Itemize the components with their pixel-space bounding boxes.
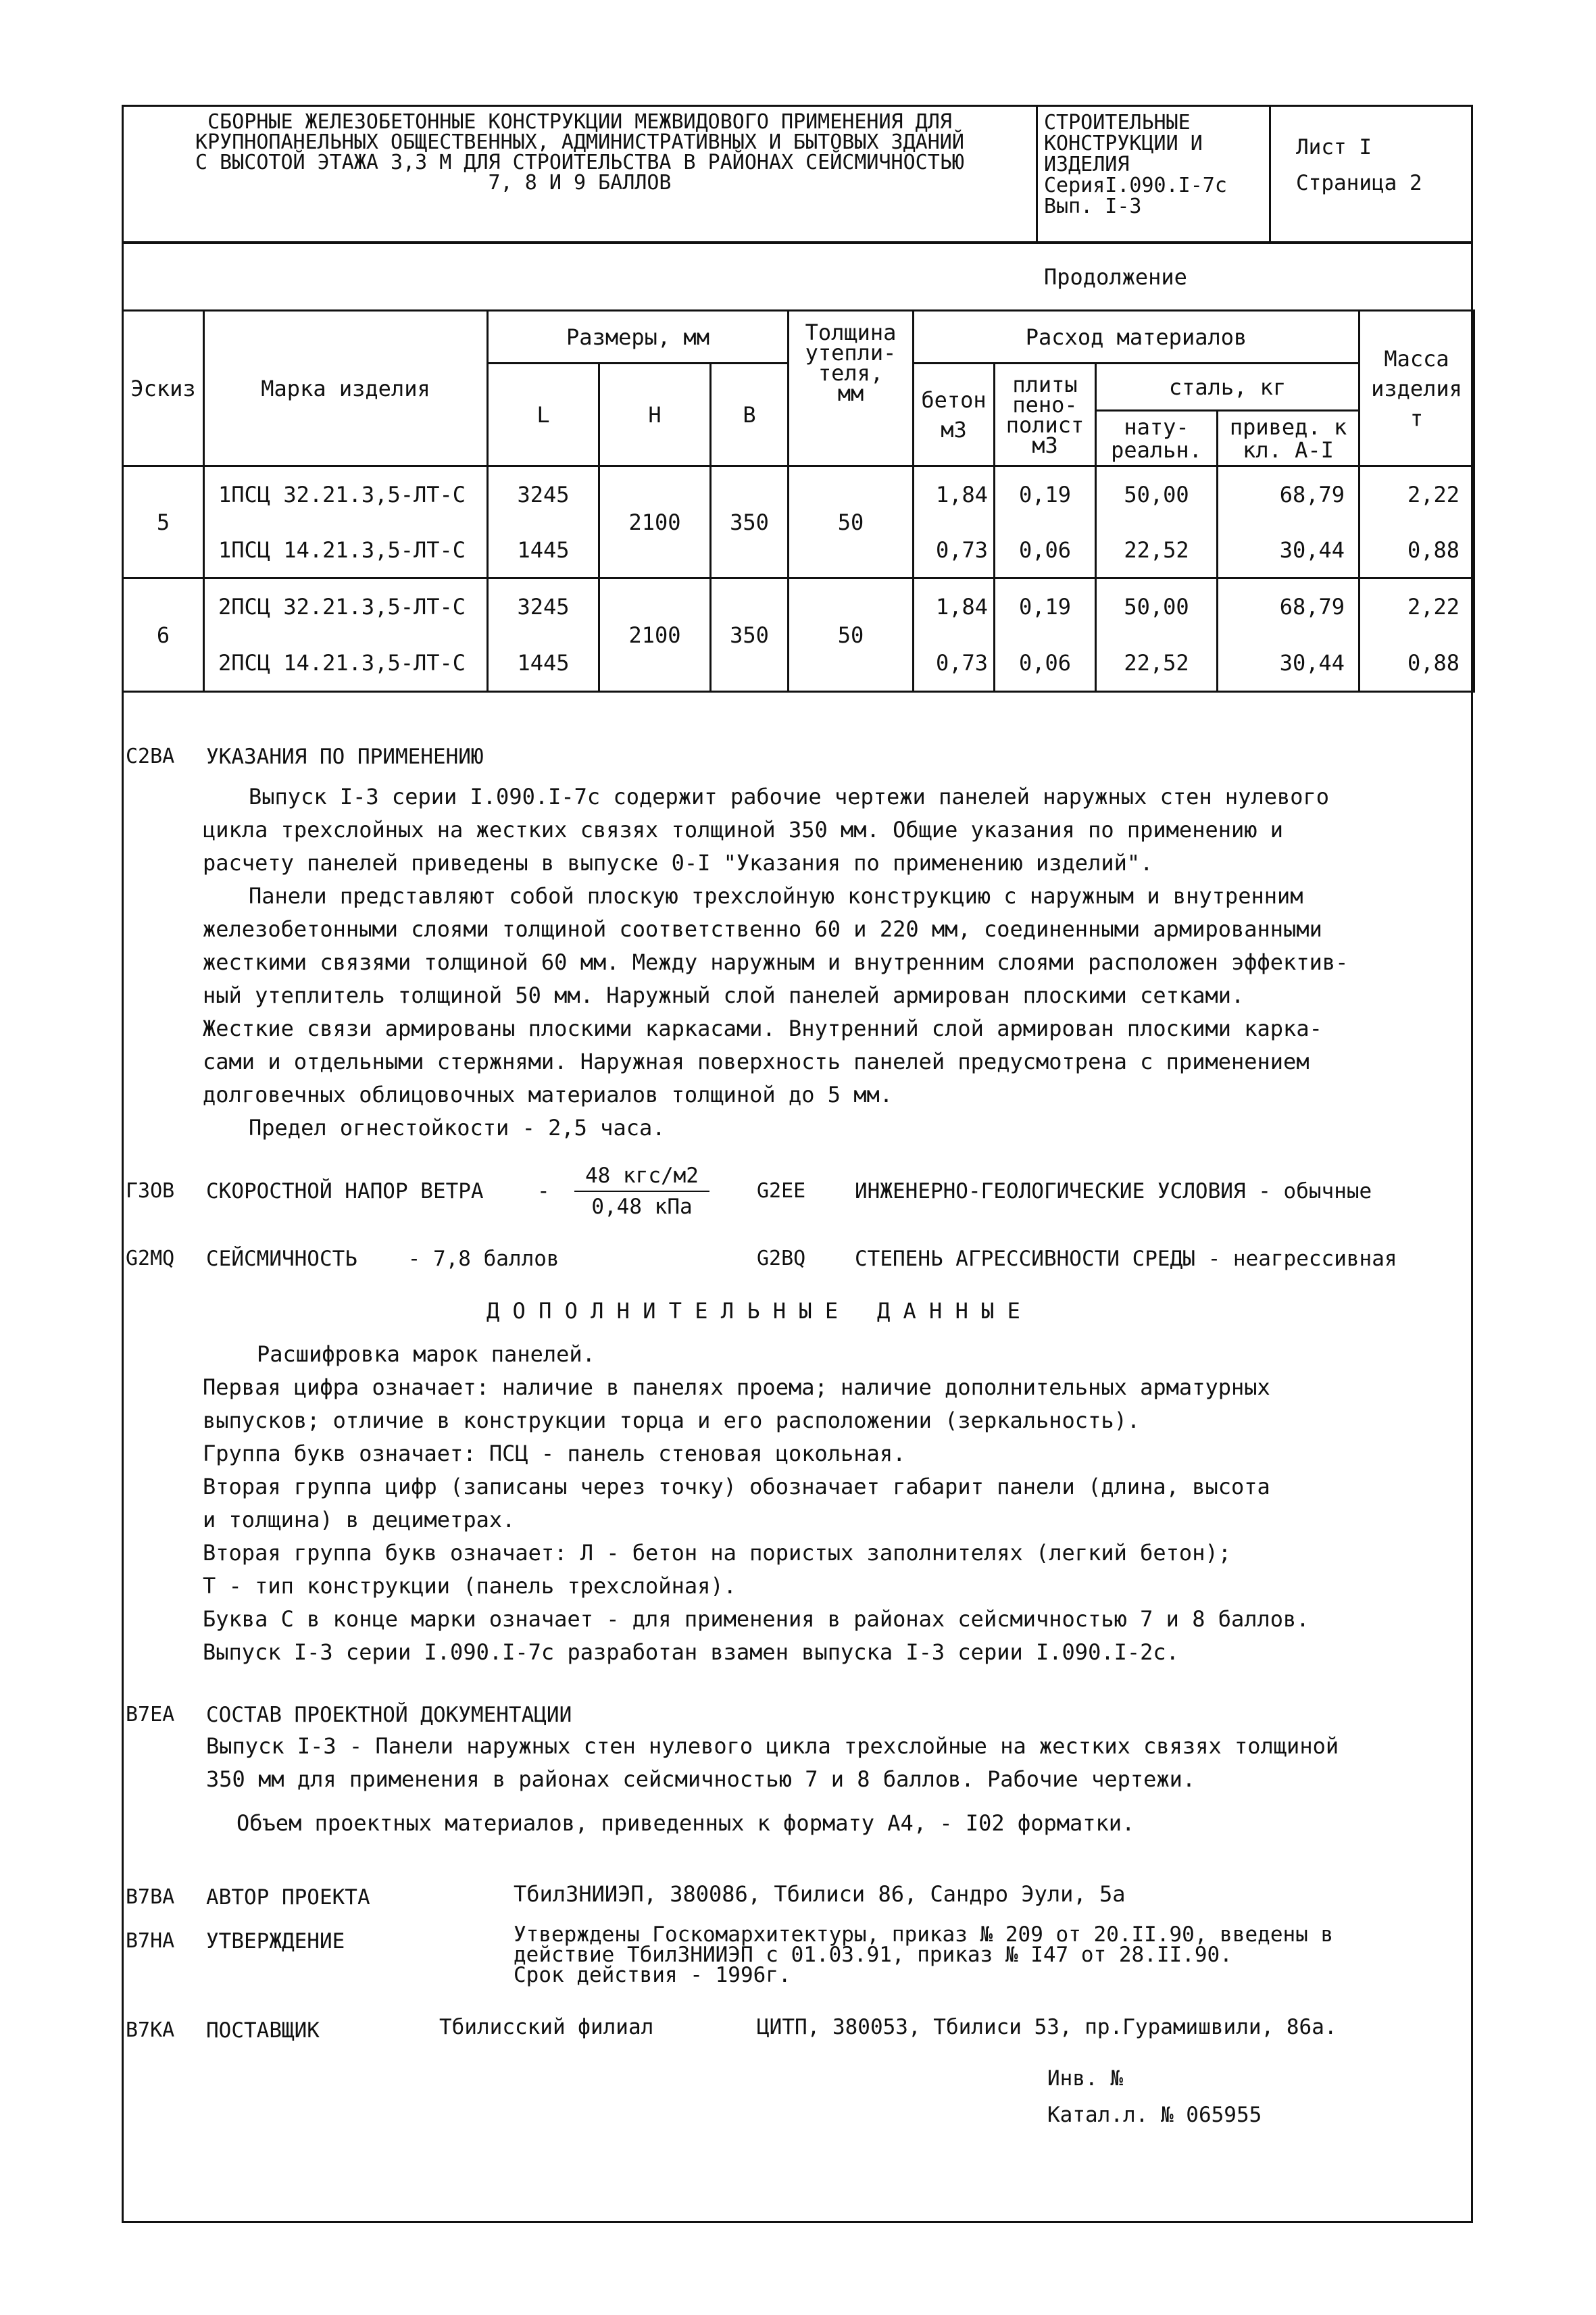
- approval-label: УТВЕРЖДЕНИЕ: [206, 1929, 345, 1953]
- concrete-cell: 1,84: [914, 578, 995, 635]
- usage-line: сами и отдельными стержнями. Наружная поверхность панелей предусмотрена с применением: [203, 1049, 1310, 1074]
- approval-line: Срок действия - 1996г.: [514, 1963, 791, 1987]
- mass-cell: 0,88: [1360, 635, 1474, 692]
- composition-title: СОСТАВ ПРОЕКТНОЙ ДОКУМЕНТАЦИИ: [206, 1703, 572, 1727]
- mark-cell: 1ПСЦ 32.21.3,5-ЛТ-С: [204, 466, 488, 523]
- additional-line: Группа букв означает: ПСЦ - панель стеновая цокольная.: [203, 1441, 906, 1466]
- ins-h: теля,: [818, 360, 884, 386]
- additional-text: [203, 1338, 1310, 1669]
- mass-cell: 2,22: [1360, 578, 1474, 635]
- usage-line: ный утеплитель толщиной 50 мм. Наружный слой панелей армирован плоскими сетками.: [203, 982, 1245, 1008]
- author-code: В7ВА: [126, 1885, 175, 1909]
- approval-text: [514, 1924, 1333, 1985]
- B-cell: 350: [711, 578, 789, 692]
- wind-numerator: 48 кгс/м2: [585, 1164, 699, 1188]
- usage-line: жесткими связями толщиной 60 мм. Между наружным и внутренним слоями расположен эффектив-: [203, 949, 1349, 975]
- reduced-cell: 68,79: [1218, 466, 1360, 523]
- plates-cell: 0,06: [995, 635, 1096, 692]
- mark-cell: 2ПСЦ 14.21.3,5-ЛТ-С: [204, 635, 488, 692]
- conc-h: бетон: [921, 387, 987, 413]
- plates-h: м3: [1032, 432, 1058, 458]
- usage-line: Панели представляют собой плоскую трехслойную конструкцию с наружным и внутренним: [249, 883, 1303, 909]
- usage-title: УКАЗАНИЯ ПО ПРИМЕНЕНИЮ: [206, 745, 484, 769]
- usage-line: Выпуск I-3 серии I.090.I-7с содержит рабочие чертежи панелей наружных стен нулевого: [249, 784, 1330, 810]
- wind-fraction: [574, 1164, 709, 1219]
- reduced-cell: 30,44: [1218, 635, 1360, 692]
- additional-line: Буква С в конце марки означает - для применения в районах сейсмичностью 7 и 8 баллов.: [203, 1606, 1310, 1632]
- col-materials: Расход материалов: [914, 311, 1360, 364]
- table-row: [123, 578, 1474, 635]
- approval-code: В7НА: [126, 1929, 175, 1953]
- col-B: В: [711, 364, 789, 466]
- usage-code: С2ВА: [126, 745, 175, 768]
- mark-cell: 2ПСЦ 32.21.3,5-ЛТ-С: [204, 578, 488, 635]
- col-L: L: [488, 364, 599, 466]
- additional-line: выпусков; отличие в конструкции торца и его расположении (зеркальность).: [203, 1408, 1141, 1433]
- usage-line: расчету панелей приведены в выпуске 0-I "Указания по применению изделий".: [203, 850, 1153, 876]
- additional-line: Первая цифра означает: наличие в панелях проема; наличие дополнительных арматурных: [203, 1374, 1270, 1400]
- wind-dash: -: [537, 1179, 550, 1203]
- title-line: СБОРНЫЕ ЖЕЛЕЗОБЕТОННЫЕ КОНСТРУКЦИИ МЕЖВИДОВОГО ПРИМЕНЕНИЯ ДЛЯ: [207, 110, 952, 134]
- aggressiveness-code: G2ВQ: [757, 1247, 806, 1270]
- concrete-cell: 1,84: [914, 466, 995, 523]
- mass-h: изделия: [1371, 375, 1462, 401]
- composition-line: Выпуск I-3 - Панели наружных стен нулевого цикла трехслойные на жестких связях толщиной: [206, 1733, 1339, 1759]
- red-h: кл. А-I: [1243, 437, 1334, 463]
- title-line: С ВЫСОТОЙ ЭТАЖА 3,3 М ДЛЯ СТРОИТЕЛЬСТВА В РАЙОНАХ СЕЙСМИЧНОСТЬЮ: [195, 151, 964, 174]
- reduced-cell: 30,44: [1218, 523, 1360, 578]
- catalog-number: Катал.л. № 065955: [1047, 2103, 1262, 2127]
- additional-line: Вторая группа цифр (записаны через точку) обозначает габарит панели (длина, высота: [203, 1474, 1270, 1499]
- series-line: СТРОИТЕЛЬНЫЕ: [1044, 111, 1191, 134]
- title-line: КРУПНОПАНЕЛЬНЫХ ОБЩЕСТВЕННЫХ, АДМИНИСТРАТИВНЫХ И БЫТОВЫХ ЗДАНИЙ: [195, 130, 964, 154]
- seismic-code: G2МQ: [126, 1247, 175, 1270]
- ins-cell: 50: [789, 466, 914, 578]
- natural-cell: 50,00: [1096, 466, 1218, 523]
- nat-h: реальн.: [1111, 437, 1202, 463]
- usage-text: [203, 780, 1348, 1145]
- additional-line: Т - тип конструкции (панель трехслойная).: [203, 1573, 737, 1599]
- composition-line: 350 мм для применения в районах сейсмичностью 7 и 8 баллов. Рабочие чертежи.: [206, 1766, 1196, 1792]
- col-mass: [1360, 311, 1474, 466]
- sheet-number: Лист I: [1296, 135, 1372, 159]
- natural-cell: 22,52: [1096, 523, 1218, 578]
- author-label: АВТОР ПРОЕКТА: [206, 1885, 370, 1910]
- plates-cell: 0,19: [995, 466, 1096, 523]
- mass-cell: 2,22: [1360, 466, 1474, 523]
- usage-line: железобетонными слоями толщиной соответственно 60 и 220 мм, соединенными армированными: [203, 916, 1322, 942]
- additional-line: и толщина) в дециметрах.: [203, 1507, 516, 1533]
- plates-h: плиты: [1012, 371, 1078, 397]
- wind-label: СКОРОСТНОЙ НАПОР ВЕТРА: [206, 1179, 484, 1203]
- usage-line: Предел огнестойкости - 2,5 часа.: [249, 1115, 666, 1141]
- author-text: ТбилЗНИИЭП, 380086, Тбилиси 86, Сандро Эули, 5а: [514, 1881, 1126, 1907]
- usage-line: цикла трехслойных на жестких связях толщиной 350 мм. Общие указания по применению и: [203, 817, 1284, 843]
- H-cell: 2100: [599, 466, 711, 578]
- plates-cell: 0,06: [995, 523, 1096, 578]
- natural-cell: 50,00: [1096, 578, 1218, 635]
- sketch-cell: 5: [123, 466, 204, 578]
- mass-h: т: [1410, 405, 1424, 431]
- L-cell: 3245: [488, 578, 599, 635]
- B-cell: 350: [711, 466, 789, 578]
- mass-h: Масса: [1384, 345, 1449, 372]
- col-mark: Марка изделия: [204, 311, 488, 466]
- supplier-code: В7КА: [126, 2018, 175, 2042]
- wind-code: Г3ОВ: [126, 1179, 175, 1203]
- L-cell: 1445: [488, 523, 599, 578]
- supplier-label: ПОСТАВЩИК: [206, 2018, 320, 2043]
- series-line: КОНСТРУКЦИИ И: [1044, 132, 1203, 155]
- composition-text: [206, 1730, 1339, 1840]
- red-h: привед. к: [1229, 414, 1347, 440]
- col-concrete: [914, 364, 995, 466]
- natural-cell: 22,52: [1096, 635, 1218, 692]
- sketch-cell: 6: [123, 578, 204, 692]
- mass-cell: 0,88: [1360, 523, 1474, 578]
- additional-title: Д О П О Л Н И Т Е Л Ь Н Ы Е Д А Н Н Ы Е: [487, 1298, 1020, 1324]
- wind-denominator: 0,48 кПа: [591, 1195, 693, 1219]
- reduced-cell: 68,79: [1218, 578, 1360, 635]
- document-title: [124, 112, 1036, 193]
- additional-line: Расшифровка марок панелей.: [257, 1341, 595, 1367]
- approval-line: действие ТбилЗНИИЭП с 01.03.91, приказ № I47 от 28.II.90.: [514, 1943, 1232, 1967]
- aggressiveness-text: СТЕПЕНЬ АГРЕССИВНОСТИ СРЕДЫ - неагрессивная: [855, 1247, 1397, 1271]
- L-cell: 3245: [488, 466, 599, 523]
- ins-cell: 50: [789, 578, 914, 692]
- mark-cell: 1ПСЦ 14.21.3,5-ЛТ-С: [204, 523, 488, 578]
- table-row: [123, 466, 1474, 523]
- series-line: СерияI.090.I-7с: [1044, 174, 1227, 197]
- composition-volume: Объем проектных материалов, приведенных к формату А4, - I02 форматки.: [236, 1810, 1135, 1836]
- conc-h: м3: [941, 416, 967, 443]
- series-line: Вып. I-3: [1044, 195, 1142, 218]
- usage-line: Жесткие связи армированы плоскими каркасами. Внутренний слой армирован плоскими карка-: [203, 1016, 1322, 1041]
- ins-h: утепли-: [805, 340, 897, 366]
- plates-cell: 0,19: [995, 578, 1096, 635]
- col-steel: сталь, кг: [1096, 364, 1360, 411]
- geo-text: ИНЖЕНЕРНО-ГЕОЛОГИЧЕСКИЕ УСЛОВИЯ - обычные: [855, 1179, 1372, 1203]
- usage-line: долговечных облицовочных материалов толщиной до 5 мм.: [203, 1082, 893, 1107]
- concrete-cell: 0,73: [914, 635, 995, 692]
- continuation-label: Продолжение: [1044, 264, 1187, 290]
- col-H: Н: [599, 364, 711, 466]
- concrete-cell: 0,73: [914, 523, 995, 578]
- L-cell: 1445: [488, 635, 599, 692]
- ins-h: мм: [837, 380, 864, 406]
- header-stamp: [122, 105, 1473, 243]
- spec-table: [122, 309, 1475, 693]
- col-dims: Размеры, мм: [488, 311, 789, 364]
- col-insulation: [789, 311, 914, 466]
- plates-h: полист: [1005, 412, 1084, 438]
- plates-h: пено-: [1012, 391, 1078, 418]
- composition-code: В7ЕА: [126, 1703, 175, 1726]
- seismic-text: СЕЙСМИЧНОСТЬ - 7,8 баллов: [206, 1247, 559, 1271]
- col-plates: [995, 364, 1096, 466]
- series-block: [1044, 112, 1389, 217]
- title-line: 7, 8 И 9 БАЛЛОВ: [488, 171, 672, 195]
- approval-line: Утверждены Госкомархитектуры, приказ № 209 от 20.II.90, введены в: [514, 1922, 1334, 1947]
- col-sketch: Эскиз: [123, 311, 204, 466]
- supplier-text: ЦИТП, 380053, Тбилиси 53, пр.Гурамишвили, 86а.: [757, 2015, 1337, 2039]
- additional-line: Вторая группа букв означает: Л - бетон на пористых заполнителях (легкий бетон);: [203, 1540, 1231, 1566]
- H-cell: 2100: [599, 578, 711, 692]
- inventory-number: Инв. №: [1047, 2066, 1123, 2091]
- col-natural: [1096, 411, 1218, 466]
- additional-line: Выпуск I-3 серии I.090.I-7с разработан взамен выпуска I-3 серии I.090.I-2с.: [203, 1639, 1179, 1665]
- col-reduced: [1218, 411, 1360, 466]
- geo-code: G2ЕЕ: [757, 1179, 806, 1203]
- ins-h: Толщина: [805, 320, 897, 345]
- series-line: ИЗДЕЛИЯ: [1044, 153, 1130, 176]
- nat-h: нату-: [1124, 414, 1189, 440]
- supplier-branch: Тбилисский филиал: [439, 2015, 654, 2039]
- page-number: Страница 2: [1296, 171, 1422, 195]
